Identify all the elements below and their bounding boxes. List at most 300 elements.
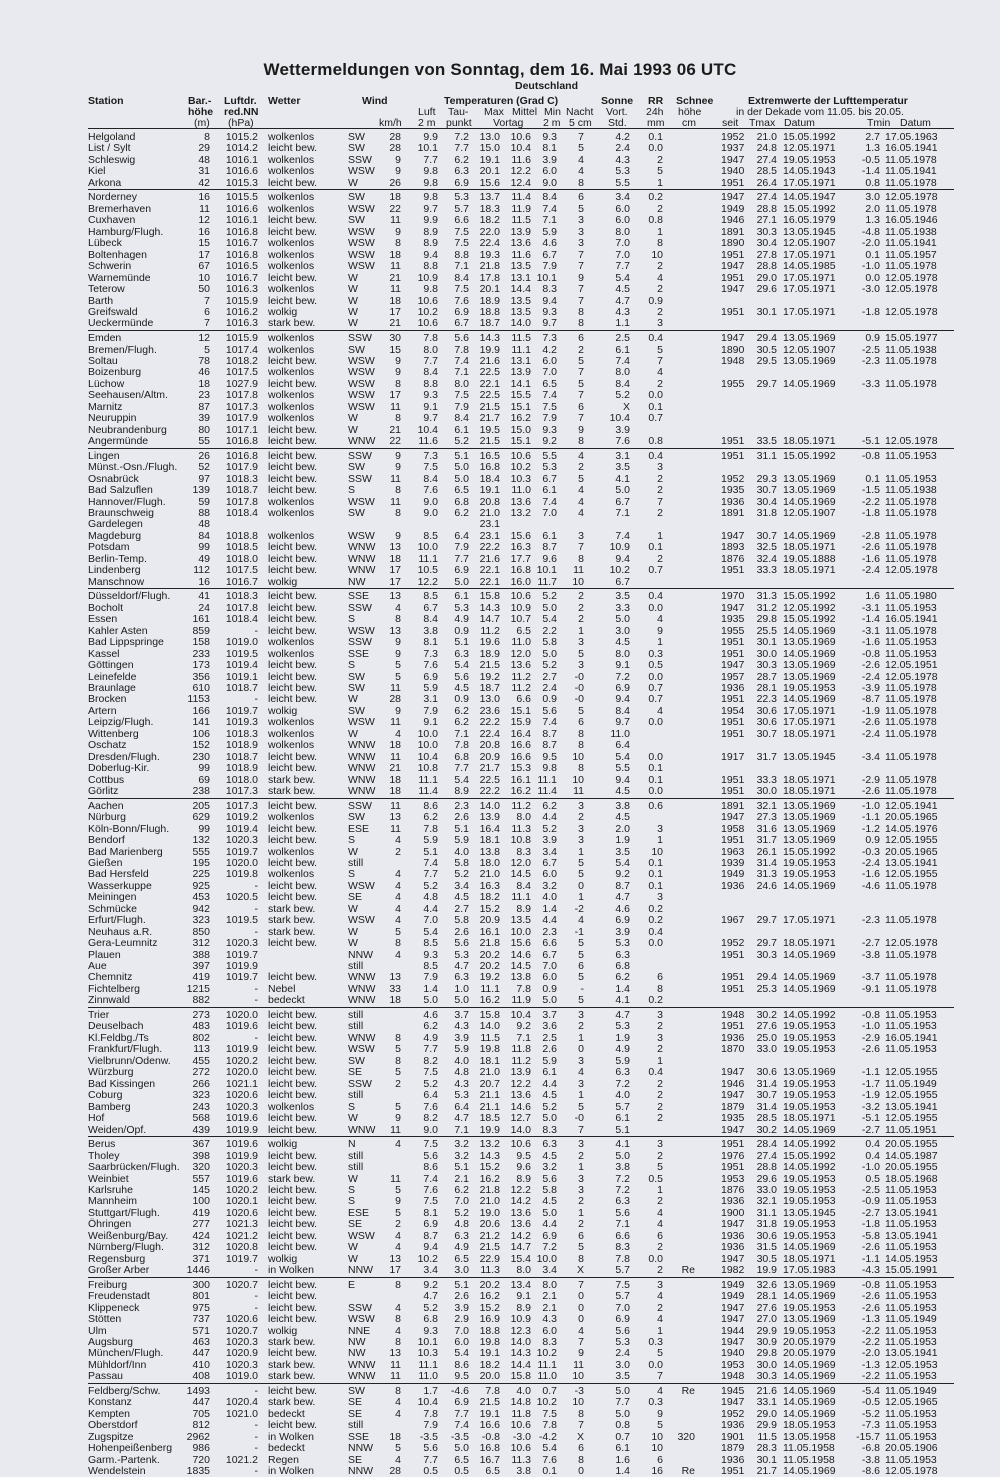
cell-pressure: 1017.9 bbox=[225, 412, 258, 425]
cell-sun-hours: 2.4 bbox=[615, 142, 630, 155]
table-row bbox=[0, 971, 1000, 983]
cell-wind-direction: WSW bbox=[348, 354, 375, 367]
header-sonne: Sonne bbox=[601, 95, 634, 107]
cell-wind-direction: WNW bbox=[348, 564, 376, 577]
cell-bar-height: 388 bbox=[192, 948, 210, 961]
cell-temp-max: 21.1 bbox=[479, 1089, 500, 1102]
cell-dew-point: 7.5 bbox=[454, 237, 469, 250]
cell-dew-point: 7.8 bbox=[454, 343, 469, 356]
cell-tmin-date: 13.05.1941 bbox=[885, 1100, 938, 1113]
table-row bbox=[0, 1089, 1000, 1101]
cell-temp-mean: 11.9 bbox=[511, 202, 531, 215]
cell-station-name: Erfurt/Flugh. bbox=[88, 914, 146, 927]
cell-tmax-date: 18.05.1971 bbox=[783, 435, 836, 448]
cell-temp-air: 8.4 bbox=[423, 472, 438, 485]
cell-temp-air: 8.2 bbox=[423, 1112, 438, 1124]
cell-precipitation: 4 bbox=[657, 613, 663, 626]
cell-wind-speed: 18 bbox=[389, 785, 401, 797]
cell-wind-speed: 4 bbox=[395, 601, 401, 614]
cell-sun-hours: 5.0 bbox=[615, 1149, 630, 1162]
cell-wind-direction: W bbox=[348, 1172, 358, 1185]
cell-since-year: 1891 bbox=[721, 799, 745, 812]
table-row bbox=[0, 823, 1000, 835]
cell-tmax-extreme: 27.4 bbox=[756, 153, 777, 166]
cell-temp-mean: 17.7 bbox=[510, 552, 531, 565]
cell-temp-night: 4 bbox=[578, 914, 584, 927]
cell-since-year: 1890 bbox=[721, 237, 745, 250]
cell-tmin-extreme: -2.6 bbox=[861, 1290, 880, 1303]
cell-bar-height: 398 bbox=[192, 1149, 210, 1162]
cell-tmin-extreme: -5.4 bbox=[861, 1385, 880, 1397]
cell-temp-mean: 15.1 bbox=[510, 435, 531, 448]
cell-weather: Regen bbox=[268, 1453, 299, 1466]
cell-since-year: 1936 bbox=[721, 1419, 745, 1432]
cell-temp-air: 7.7 bbox=[423, 868, 438, 881]
header-hoehe: höhe bbox=[188, 106, 214, 118]
cell-sun-hours: 7.5 bbox=[615, 1278, 630, 1291]
cell-weather: wolkenlos bbox=[268, 1100, 315, 1113]
cell-sun-hours: 4.5 bbox=[615, 785, 630, 797]
cell-wind-speed: 8 bbox=[395, 937, 401, 950]
table-row bbox=[0, 1465, 1000, 1477]
cell-temp-min: 2.3 bbox=[542, 925, 557, 938]
cell-pressure: 1019.0 bbox=[225, 1370, 258, 1383]
cell-sun-hours: 5.4 bbox=[615, 856, 630, 869]
cell-tmax-date: 13.05.1969 bbox=[783, 799, 836, 812]
header-hpa: (hPa) bbox=[228, 117, 254, 129]
cell-wind-direction: S bbox=[348, 484, 356, 497]
cell-temp-mean: 8.9 bbox=[516, 1172, 531, 1185]
cell-sun-hours: 5.4 bbox=[615, 750, 630, 763]
cell-bar-height: 439 bbox=[192, 1123, 210, 1136]
cell-bar-height: 424 bbox=[192, 1229, 210, 1242]
cell-temp-air: 9.3 bbox=[423, 389, 438, 402]
cell-wind-speed: 4 bbox=[395, 902, 401, 915]
cell-dew-point: 5.6 bbox=[454, 670, 469, 683]
cell-tmax-extreme: 30.4 bbox=[756, 237, 777, 250]
cell-since-year: 1951 bbox=[721, 435, 745, 448]
cell-weather: wolkenlos bbox=[268, 400, 315, 413]
cell-tmin-extreme: -0.8 bbox=[861, 1278, 880, 1291]
cell-precipitation: 2 bbox=[657, 260, 663, 273]
cell-tmin-extreme: -0.5 bbox=[861, 1396, 880, 1409]
cell-weather: leicht bew. bbox=[268, 1385, 318, 1397]
cell-precipitation: 4 bbox=[657, 1385, 663, 1397]
table-row bbox=[0, 693, 1000, 705]
cell-since-year: 1940 bbox=[721, 165, 745, 178]
cell-pressure: 1018.0 bbox=[225, 773, 258, 786]
table-row bbox=[0, 926, 1000, 938]
cell-weather: stark bew. bbox=[268, 925, 316, 938]
cell-temp-min: 5.5 bbox=[542, 449, 557, 462]
cell-wind-direction: WNW bbox=[348, 1123, 376, 1136]
cell-tmin-date: 15.05.1991 bbox=[885, 1264, 938, 1277]
table-row bbox=[0, 857, 1000, 869]
cell-wind-direction: W bbox=[348, 727, 358, 740]
cell-dew-point: 4.0 bbox=[454, 845, 469, 858]
cell-temp-min: 10.1 bbox=[536, 564, 557, 577]
cell-wind-speed: 21 bbox=[389, 423, 401, 436]
cell-precipitation: 1 bbox=[657, 225, 663, 238]
cell-temp-max: 20.2 bbox=[479, 960, 500, 972]
cell-temp-mean: 16.2 bbox=[510, 785, 531, 797]
cell-dew-point: 7.1 bbox=[454, 1123, 469, 1136]
cell-temp-air: 8.4 bbox=[423, 613, 438, 626]
cell-weather: wolkenlos bbox=[268, 727, 315, 740]
cell-pressure: 1019.5 bbox=[225, 914, 258, 927]
cell-since-year: 1951 bbox=[721, 773, 745, 786]
cell-station-name: Zinnwald bbox=[88, 994, 131, 1007]
cell-pressure: - bbox=[254, 982, 258, 995]
cell-tmin-extreme: -5.1 bbox=[861, 435, 880, 448]
header-tau: Tau- bbox=[448, 106, 469, 118]
cell-precipitation: 6 bbox=[657, 971, 663, 984]
cell-temp-min: 5.0 bbox=[542, 601, 557, 614]
table-row bbox=[0, 682, 1000, 694]
cell-sun-hours: 7.7 bbox=[615, 1396, 630, 1409]
cell-station-name: Zugspitze bbox=[88, 1430, 134, 1443]
cell-wind-speed: 13 bbox=[389, 1252, 401, 1265]
cell-tmin-extreme: 0.4 bbox=[865, 1149, 880, 1162]
cell-wind-speed: 2 bbox=[395, 1218, 401, 1231]
cell-tmax-extreme: 27.4 bbox=[756, 1149, 777, 1162]
cell-tmin-date: 11.05.1978 bbox=[885, 552, 937, 565]
cell-wind-speed: 11 bbox=[390, 682, 401, 694]
cell-bar-height: 42 bbox=[198, 176, 210, 189]
cell-tmax-extreme: 21.6 bbox=[756, 1385, 777, 1397]
cell-weather: leicht bew. bbox=[268, 1077, 318, 1090]
cell-tmin-extreme: -2.2 bbox=[861, 1324, 880, 1337]
cell-tmin-extreme: -0.8 bbox=[861, 449, 880, 462]
table-row bbox=[0, 648, 1000, 660]
cell-temp-min: 3.6 bbox=[542, 1020, 557, 1033]
cell-since-year: 1947 bbox=[721, 332, 745, 344]
cell-tmax-date: 19.05.1953 bbox=[783, 868, 836, 881]
cell-wind-speed: 13 bbox=[389, 541, 401, 554]
cell-temp-mean: 12.3 bbox=[510, 1324, 531, 1337]
cell-pressure: - bbox=[254, 994, 258, 1007]
cell-tmin-date: 11.05.1941 bbox=[885, 237, 937, 250]
cell-weather: leicht bew. bbox=[268, 294, 318, 307]
table-row bbox=[0, 613, 1000, 625]
cell-tmax-date: 11.05.1958 bbox=[783, 1453, 835, 1466]
cell-weather: stark bew. bbox=[268, 785, 316, 797]
cell-tmax-extreme: 30.7 bbox=[756, 529, 777, 542]
cell-pressure: 1018.0 bbox=[225, 552, 258, 565]
cell-tmax-extreme: 30.0 bbox=[756, 647, 777, 660]
cell-dew-point: 4.5 bbox=[454, 682, 469, 694]
cell-weather: stark bew. bbox=[268, 1370, 316, 1383]
cell-temp-air: 9.1 bbox=[423, 400, 438, 413]
cell-tmax-extreme: 29.3 bbox=[756, 472, 777, 485]
cell-station-name: Kempten bbox=[88, 1407, 131, 1420]
cell-temp-min: 4.5 bbox=[542, 1195, 557, 1208]
cell-temp-min: 3.4 bbox=[542, 1264, 557, 1277]
cell-tmin-date: 11.05.1953 bbox=[885, 1336, 937, 1348]
cell-temp-min: 9.3 bbox=[542, 131, 557, 143]
cell-temp-night: 5 bbox=[578, 971, 584, 984]
cell-temp-min: 2.2 bbox=[542, 624, 557, 637]
cell-wind-direction: SE bbox=[348, 891, 363, 904]
cell-temp-mean: 12.2 bbox=[510, 1183, 531, 1196]
cell-temp-night: 7 bbox=[578, 389, 584, 402]
cell-sun-hours: 6.6 bbox=[615, 1229, 630, 1242]
cell-tmin-date: 16.05.1941 bbox=[885, 613, 938, 626]
cell-temp-night: 8 bbox=[578, 1453, 584, 1466]
cell-tmin-date: 11.05.1953 bbox=[885, 1453, 937, 1466]
cell-temp-night: 3 bbox=[578, 1138, 584, 1151]
cell-temp-air: 5.4 bbox=[423, 925, 438, 938]
cell-sun-hours: 7.0 bbox=[615, 1301, 630, 1314]
cell-wind-direction: SE bbox=[348, 1407, 363, 1420]
cell-temp-air: 7.8 bbox=[423, 1407, 438, 1420]
cell-station-name: Neuruppin bbox=[88, 412, 137, 425]
cell-tmin-extreme: -1.1 bbox=[861, 1066, 880, 1079]
cell-sun-hours: 3.5 bbox=[615, 1370, 630, 1383]
cell-wind-speed: 18 bbox=[389, 773, 401, 786]
cell-tmin-extreme: -2.7 bbox=[861, 1123, 880, 1136]
cell-temp-mean: 14.8 bbox=[510, 1396, 531, 1409]
cell-since-year: 1948 bbox=[721, 1009, 745, 1021]
cell-temp-mean: 16.2 bbox=[510, 412, 531, 425]
cell-tmax-extreme: 32.6 bbox=[756, 1278, 777, 1291]
cell-temp-min: 2.6 bbox=[542, 1043, 557, 1056]
cell-temp-air: 10.3 bbox=[417, 1347, 438, 1360]
cell-tmax-extreme: 30.2 bbox=[756, 1009, 777, 1021]
cell-precipitation: 0.9 bbox=[648, 294, 663, 307]
cell-tmax-date: 17.05.1971 bbox=[783, 704, 836, 717]
cell-wind-speed: 11 bbox=[390, 1370, 401, 1383]
cell-station-name: Osnabrück bbox=[88, 472, 139, 485]
cell-wind-speed: 22 bbox=[389, 435, 401, 448]
cell-weather: leicht bew. bbox=[268, 670, 318, 683]
cell-tmin-date: 12.05.1955 bbox=[885, 868, 938, 881]
cell-dew-point: 4.7 bbox=[454, 1112, 469, 1124]
cell-precipitation: 0.0 bbox=[648, 716, 663, 729]
cell-weather: leicht bew. bbox=[268, 354, 318, 367]
cell-since-year: 1940 bbox=[721, 1347, 745, 1360]
cell-temp-max: 11.1 bbox=[480, 982, 500, 995]
cell-temp-mean: 14.6 bbox=[510, 948, 531, 961]
cell-precipitation: 3 bbox=[657, 317, 663, 330]
cell-tmin-extreme: -1.2 bbox=[861, 822, 880, 835]
header-luft: Luft bbox=[418, 106, 436, 118]
cell-weather: leicht bew. bbox=[268, 435, 318, 448]
cell-sun-hours: 3.5 bbox=[615, 461, 630, 474]
cell-bar-height: 1835 bbox=[186, 1465, 210, 1477]
header-datum2: Datum bbox=[900, 117, 931, 129]
cell-sun-hours: 8.4 bbox=[615, 704, 630, 717]
cell-bar-height: 447 bbox=[192, 1347, 210, 1360]
cell-dew-point: 6.4 bbox=[454, 529, 469, 542]
cell-bar-height: 737 bbox=[192, 1313, 210, 1326]
cell-tmax-extreme: 30.6 bbox=[756, 704, 777, 717]
cell-temp-night: 1 bbox=[578, 1089, 584, 1102]
cell-weather: leicht bew. bbox=[268, 1020, 318, 1033]
cell-temp-min: 11.4 bbox=[537, 785, 557, 797]
cell-tmin-date: 11.05.1938 bbox=[885, 225, 937, 238]
cell-pressure: 1019.5 bbox=[225, 647, 258, 660]
cell-wind-speed: 8 bbox=[395, 377, 401, 390]
cell-pressure: 1016.7 bbox=[225, 237, 258, 250]
cell-temp-max: 17.8 bbox=[479, 271, 500, 284]
cell-since-year: 1952 bbox=[721, 131, 745, 143]
cell-since-year: 1949 bbox=[721, 202, 745, 215]
cell-since-year: 1947 bbox=[721, 191, 745, 204]
cell-pressure: 1018.7 bbox=[225, 682, 258, 694]
cell-pressure: 1015.9 bbox=[225, 294, 258, 307]
table-row bbox=[0, 811, 1000, 823]
cell-dew-point: 2.7 bbox=[454, 902, 469, 915]
cell-temp-air: 6.9 bbox=[423, 670, 438, 683]
cell-tmin-date: 11.05.1978 bbox=[885, 682, 937, 694]
cell-station-name: Mannheim bbox=[88, 1195, 138, 1208]
cell-bar-height: 80 bbox=[198, 423, 210, 436]
cell-temp-max: 19.1 bbox=[479, 153, 500, 166]
cell-dew-point: 5.8 bbox=[454, 914, 469, 927]
cell-wind-speed: 13 bbox=[389, 624, 401, 637]
cell-weather: leicht bew. bbox=[268, 1149, 318, 1162]
cell-weather: wolkenlos bbox=[268, 647, 315, 660]
cell-temp-mean: 6.5 bbox=[516, 624, 531, 637]
cell-weather: wolkig bbox=[268, 704, 298, 717]
cell-precipitation: 0.0 bbox=[648, 670, 663, 683]
cell-temp-min: 4.4 bbox=[542, 1218, 557, 1231]
cell-temp-mean: 13.4 bbox=[510, 1278, 531, 1291]
cell-since-year: 1947 bbox=[721, 1089, 745, 1102]
cell-tmin-extreme: -1.6 bbox=[861, 868, 880, 881]
cell-tmin-date: 15.05.1977 bbox=[885, 332, 938, 344]
cell-sun-hours: 4.3 bbox=[615, 305, 630, 318]
cell-weather: in Wolken bbox=[268, 1430, 314, 1443]
cell-temp-night: 3 bbox=[578, 659, 584, 672]
cell-dew-point: 8.0 bbox=[454, 377, 469, 390]
cell-precipitation: 10 bbox=[651, 1442, 663, 1455]
cell-precipitation: 2 bbox=[657, 507, 663, 519]
cell-tmin-extreme: -1.7 bbox=[861, 1077, 880, 1090]
cell-pressure: 1018.3 bbox=[225, 727, 258, 740]
cell-temp-night: 7 bbox=[578, 366, 584, 379]
cell-sun-hours: 4.7 bbox=[615, 1009, 630, 1021]
cell-tmax-extreme: 28.3 bbox=[756, 1442, 777, 1455]
cell-wind-speed: 18 bbox=[389, 294, 401, 307]
cell-weather: Nebel bbox=[268, 982, 296, 995]
cell-temp-night: 8 bbox=[578, 552, 584, 565]
cell-tmin-extreme: -1.6 bbox=[861, 552, 880, 565]
cell-temp-max: 18.3 bbox=[479, 202, 500, 215]
cell-temp-night: 2 bbox=[578, 1149, 584, 1162]
cell-temp-night: -0 bbox=[574, 670, 584, 683]
cell-wind-speed: 5 bbox=[395, 925, 401, 938]
cell-sun-hours: 7.1 bbox=[615, 1218, 630, 1231]
cell-sun-hours: 8.7 bbox=[615, 879, 630, 892]
cell-tmin-date: 12.05.1955 bbox=[885, 1112, 938, 1124]
cell-tmin-extreme: -5.2 bbox=[861, 1407, 880, 1420]
cell-temp-min: 6.0 bbox=[542, 354, 557, 367]
cell-pressure: 1016.3 bbox=[225, 283, 258, 295]
cell-bar-height: 173 bbox=[192, 659, 210, 672]
cell-tmin-date: 11.05.1978 bbox=[885, 176, 937, 189]
cell-temp-min: 4.6 bbox=[542, 237, 557, 250]
cell-wind-direction: WSW bbox=[348, 624, 375, 637]
table-row bbox=[0, 154, 1000, 166]
cell-weather: leicht bew. bbox=[268, 552, 318, 565]
cell-temp-air: 9.8 bbox=[423, 176, 438, 189]
cell-sun-hours: 5.0 bbox=[615, 1407, 630, 1420]
cell-since-year: 1951 bbox=[721, 1138, 745, 1151]
cell-temp-min: 7.9 bbox=[542, 412, 557, 425]
cell-tmax-date: 14.05.1943 bbox=[783, 165, 836, 178]
table-row bbox=[0, 1419, 1000, 1431]
cell-temp-mean: 15.4 bbox=[510, 1252, 531, 1265]
cell-tmax-date: 15.05.1992 bbox=[783, 1149, 836, 1162]
cell-tmax-extreme: 30.3 bbox=[756, 659, 777, 672]
cell-pressure: 1020.7 bbox=[225, 1324, 258, 1337]
table-row bbox=[0, 366, 1000, 378]
cell-tmax-extreme: 31.8 bbox=[756, 1218, 777, 1231]
cell-weather: leicht bew. bbox=[268, 1313, 318, 1326]
cell-temp-max: 18.8 bbox=[479, 305, 500, 318]
cell-tmin-extreme: -1.9 bbox=[861, 704, 880, 717]
cell-temp-air: 4.6 bbox=[423, 1009, 438, 1021]
cell-temp-min: 6.2 bbox=[542, 799, 557, 812]
cell-since-year: 1876 bbox=[721, 552, 745, 565]
cell-temp-max: 19.0 bbox=[479, 1206, 500, 1219]
cell-tmin-date: 11.05.1978 bbox=[885, 529, 937, 542]
cell-station-name: Arkona bbox=[88, 176, 122, 189]
cell-bar-height: 410 bbox=[192, 1358, 210, 1371]
cell-temp-min: 5.4 bbox=[542, 1442, 557, 1455]
cell-temp-mean: 12.4 bbox=[510, 176, 531, 189]
cell-bar-height: 802 bbox=[192, 1031, 210, 1044]
cell-temp-min: 6.0 bbox=[542, 165, 557, 178]
cell-since-year: 1955 bbox=[721, 624, 745, 637]
cell-temp-air: 8.2 bbox=[423, 1054, 438, 1067]
cell-tmin-extreme: -1.0 bbox=[861, 1020, 880, 1033]
cell-weather: leicht bew. bbox=[268, 377, 318, 390]
cell-station-name: Magdeburg bbox=[88, 529, 142, 542]
cell-wind-speed: 5 bbox=[395, 1206, 401, 1219]
cell-dew-point: 3.2 bbox=[454, 1138, 469, 1151]
cell-wind-speed: 18 bbox=[389, 739, 401, 752]
cell-station-name: Plauen bbox=[88, 948, 121, 961]
cell-tmin-date: 11.05.1953 bbox=[885, 1301, 937, 1314]
cell-temp-mean: 14.3 bbox=[510, 1347, 531, 1360]
cell-sun-hours: 3.5 bbox=[615, 590, 630, 603]
cell-temp-mean: 7.1 bbox=[516, 1031, 531, 1044]
cell-pressure: 1016.5 bbox=[225, 260, 258, 273]
cell-temp-mean: 13.5 bbox=[510, 914, 531, 927]
cell-sun-hours: 5.6 bbox=[615, 1324, 630, 1337]
cell-pressure: 1017.3 bbox=[225, 400, 258, 413]
cell-tmax-extreme: 29.9 bbox=[756, 1324, 777, 1337]
cell-temp-mean: 11.6 bbox=[511, 248, 531, 261]
cell-sun-hours: 4.1 bbox=[615, 994, 630, 1007]
cell-wind-direction: WSW bbox=[348, 260, 375, 273]
cell-temp-night: 3 bbox=[578, 1183, 584, 1196]
cell-tmax-date: 15.05.1992 bbox=[783, 202, 836, 215]
cell-temp-mean: 10.6 bbox=[510, 131, 531, 143]
cell-wind-direction: NNE bbox=[348, 1324, 371, 1337]
cell-temp-min: 4.3 bbox=[542, 1313, 557, 1326]
cell-tmax-date: 15.05.1992 bbox=[783, 845, 836, 858]
cell-temp-night: 4 bbox=[578, 484, 584, 497]
cell-temp-air: 7.9 bbox=[423, 971, 438, 984]
cell-station-name: Emden bbox=[88, 332, 122, 344]
cell-tmin-extreme: -2.3 bbox=[861, 354, 880, 367]
table-row bbox=[0, 1253, 1000, 1265]
cell-dew-point: 5.0 bbox=[454, 994, 469, 1007]
